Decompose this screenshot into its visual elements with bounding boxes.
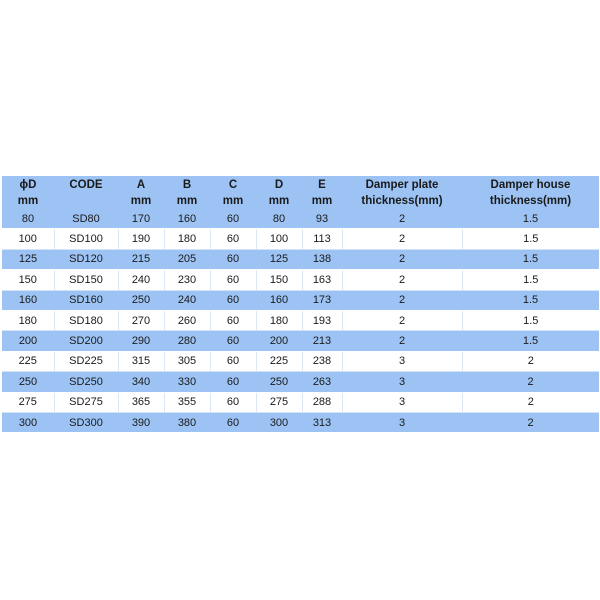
table-cell: SD300 [54,412,118,432]
table-cell: 173 [302,290,342,310]
column-header-title: B [182,179,192,191]
table-cell: 200 [256,331,302,351]
table-cell: 2 [342,290,462,310]
table-cell: 180 [256,310,302,330]
column-header [2,176,54,209]
table-cell: 1.5 [462,270,599,290]
table-cell: 225 [2,351,54,371]
table-cell: 60 [210,392,256,412]
table-cell: 313 [302,412,342,432]
table-cell: SD250 [54,372,118,392]
table-cell: 3 [342,372,462,392]
table-cell: 150 [256,270,302,290]
table-cell: 2 [342,249,462,269]
table-row [2,310,599,330]
table-cell: 193 [302,310,342,330]
table-cell: 263 [302,372,342,392]
table-cell: 260 [164,310,210,330]
table-cell: 315 [118,351,164,371]
table-cell: 60 [210,412,256,432]
table-cell: 330 [164,372,210,392]
table-cell: SD100 [54,229,118,249]
column-header-title: Damper plate [365,179,439,191]
table-cell: SD150 [54,270,118,290]
table-cell: 60 [210,290,256,310]
table-cell: 125 [256,249,302,269]
table-cell: 238 [302,351,342,371]
table-cell: 230 [164,270,210,290]
column-header-unit: mm [17,195,39,207]
table-cell: 288 [302,392,342,412]
table-cell: 275 [2,392,54,412]
table-cell: 2 [342,310,462,330]
table-cell: 100 [256,229,302,249]
table-cell: 180 [164,229,210,249]
table-row [2,290,599,310]
table-cell: 60 [210,209,256,229]
column-header-title: E [318,179,326,191]
table-row [2,372,599,392]
table-cell: 93 [302,209,342,229]
table-cell: 1.5 [462,229,599,249]
table-cell: SD180 [54,310,118,330]
table-cell: 160 [164,209,210,229]
column-header-unit: thickness(mm) [361,195,443,207]
table-cell: 390 [118,412,164,432]
table-cell: 60 [210,372,256,392]
table-cell: 125 [2,249,54,269]
table-cell: 60 [210,229,256,249]
table-cell: 100 [2,229,54,249]
column-header [342,176,462,209]
column-header-title: A [136,179,146,191]
table-cell: 290 [118,331,164,351]
table-cell: 1.5 [462,249,599,269]
column-header-unit: mm [130,195,152,207]
table-cell: 3 [342,351,462,371]
table-cell: 60 [210,310,256,330]
table-row [2,351,599,371]
table-row [2,209,599,229]
table-cell: 355 [164,392,210,412]
table-cell: 160 [256,290,302,310]
table-cell: SD275 [54,392,118,412]
column-header [462,176,599,209]
column-header-title: D [274,179,284,191]
column-header [302,176,342,209]
column-header-unit: mm [311,195,333,207]
column-header-unit: thickness(mm) [489,195,572,207]
table-cell: 160 [2,290,54,310]
table-cell: 2 [462,351,599,371]
column-header-unit: mm [176,195,198,207]
table-body [2,209,599,433]
column-header-title: ϕD [19,179,37,191]
table-cell: 2 [342,209,462,229]
column-header [256,176,302,209]
table-cell: 215 [118,249,164,269]
table-cell: SD120 [54,249,118,269]
column-header-title: C [228,179,238,191]
table-cell: SD200 [54,331,118,351]
table-cell: 60 [210,331,256,351]
table-cell: SD80 [54,209,118,229]
table-row [2,331,599,351]
column-header-unit: mm [268,195,290,207]
table-cell: 180 [2,310,54,330]
table-cell: 138 [302,249,342,269]
table-row [2,249,599,269]
table-row [2,229,599,249]
column-header [210,176,256,209]
table-cell: 300 [2,412,54,432]
table-cell: 2 [462,412,599,432]
table-row [2,412,599,432]
table-cell: 340 [118,372,164,392]
table-cell: 2 [462,372,599,392]
table-cell: 1.5 [462,290,599,310]
column-header-title: CODE [69,179,103,191]
table-cell: 3 [342,412,462,432]
table-cell: 60 [210,351,256,371]
table-cell: 113 [302,229,342,249]
damper-spec-table [2,176,599,433]
column-header-unit: mm [222,195,244,207]
table-cell: 190 [118,229,164,249]
header-row [2,176,599,209]
table-cell: 250 [118,290,164,310]
table-cell: 80 [256,209,302,229]
table-cell: 2 [342,331,462,351]
table-cell: 1.5 [462,331,599,351]
table-row [2,392,599,412]
table-cell: 275 [256,392,302,412]
column-header [164,176,210,209]
table-cell: 270 [118,310,164,330]
column-header [118,176,164,209]
table-cell: 300 [256,412,302,432]
table-cell: 2 [342,270,462,290]
table-cell: 1.5 [462,209,599,229]
table-cell: 240 [118,270,164,290]
table-cell: 2 [462,392,599,412]
table-cell: 250 [256,372,302,392]
table-cell: 3 [342,392,462,412]
table-cell: 213 [302,331,342,351]
table-cell: 60 [210,270,256,290]
table-cell: SD160 [54,290,118,310]
table-cell: 240 [164,290,210,310]
table-cell: 380 [164,412,210,432]
column-header [54,176,118,209]
table-cell: 1.5 [462,310,599,330]
table-cell: 60 [210,249,256,269]
table-row [2,270,599,290]
table-cell: 250 [2,372,54,392]
table-cell: 163 [302,270,342,290]
table-cell: 205 [164,249,210,269]
table-cell: 200 [2,331,54,351]
table-cell: 150 [2,270,54,290]
column-header-title: Damper house [490,179,571,191]
table-cell: 170 [118,209,164,229]
table-cell: 2 [342,229,462,249]
table-cell: 80 [2,209,54,229]
table-cell: 305 [164,351,210,371]
table-cell: 225 [256,351,302,371]
table-cell: 280 [164,331,210,351]
table-cell: 365 [118,392,164,412]
table-cell: SD225 [54,351,118,371]
